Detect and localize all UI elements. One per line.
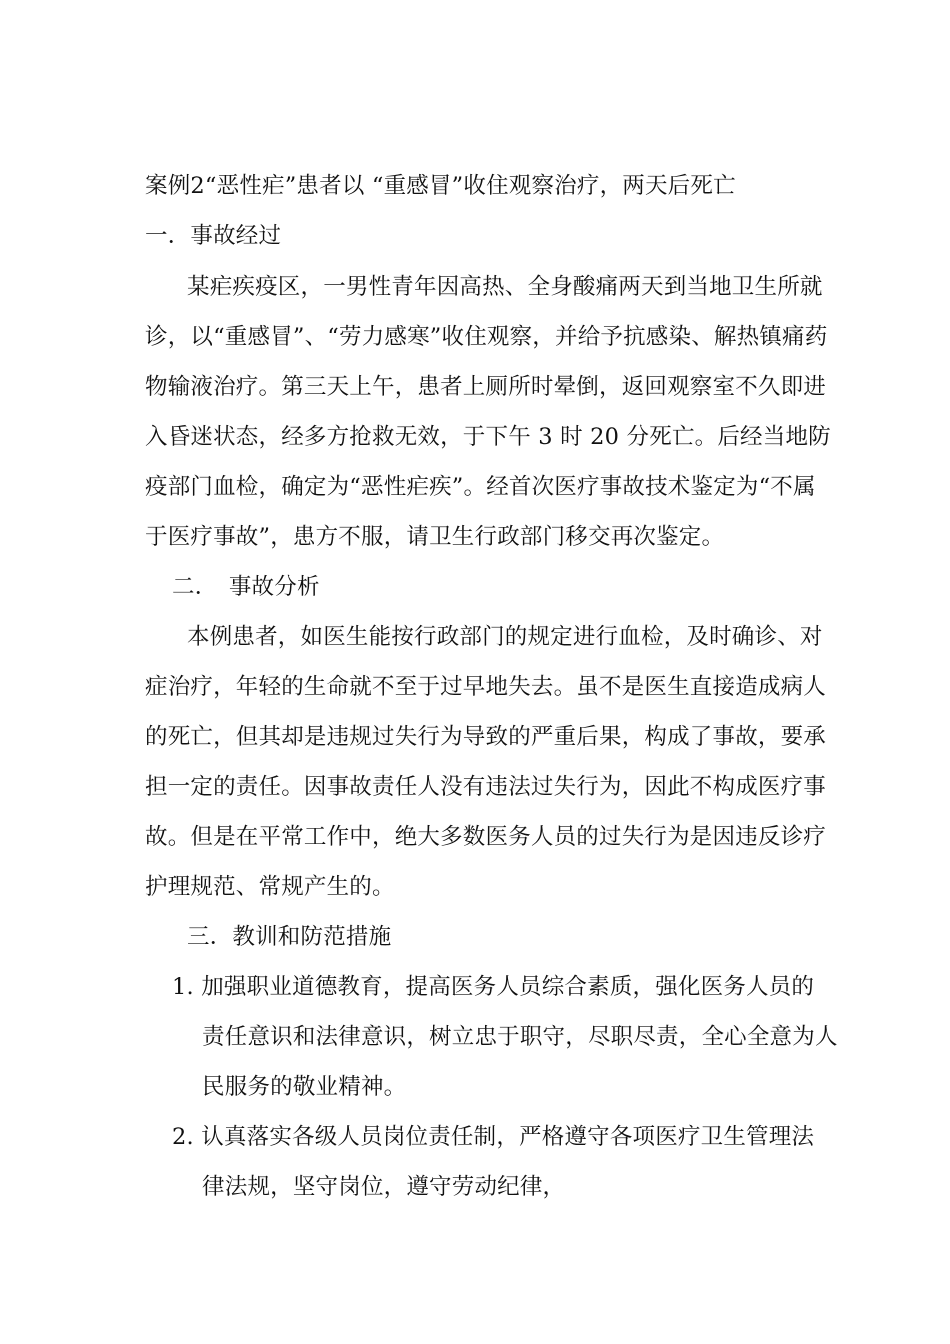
paragraph-line: 物输液治疗。第三天上午，患者上厕所时晕倒，返回观察室不久即进 — [145, 374, 827, 400]
list-item-line: 责任意识和法律意识，树立忠于职守，尽职尽责，全心全意为人 — [172, 1024, 838, 1050]
paragraph-line: 诊，以“重感冒”、“劳力感寒”收住观察，并给予抗感染、解热镇痛药 — [145, 324, 828, 350]
section-heading-lessons: 三．教训和防范措施 — [187, 924, 392, 950]
paragraph-line: 疫部门血检，确定为“恶性疟疾”。经首次医疗事故技术鉴定为“不属 — [145, 474, 816, 500]
list-item-line: 律法规，坚守岗位，遵守劳动纪律， — [172, 1174, 566, 1200]
paragraph-line: 症治疗，年轻的生命就不至于过早地失去。虽不是医生直接造成病人 — [145, 674, 827, 700]
list-item-line: 民服务的敬业精神。 — [172, 1074, 407, 1100]
paragraph-line: 于医疗事故”，患方不服，请卫生行政部门移交再次鉴定。 — [145, 524, 725, 550]
document-title: 案例2“恶性疟”患者以 “重感冒”收住观察治疗，两天后死亡 — [145, 173, 736, 199]
list-item-line: 1. 加强职业道德教育，提高医务人员综合素质，强化医务人员的 — [172, 974, 815, 1000]
section-heading-incident: 一．事故经过 — [145, 223, 282, 249]
paragraph-line: 入昏迷状态，经多方抢救无效，于下午 3 时 20 分死亡。后经当地防 — [145, 424, 831, 450]
paragraph-line: 护理规范、常规产生的。 — [145, 874, 395, 900]
paragraph-line: 担一定的责任。因事故责任人没有违法过失行为，因此不构成医疗事 — [145, 774, 827, 800]
paragraph-line: 故。但是在平常工作中，绝大多数医务人员的过失行为是因违反诊疗 — [145, 824, 827, 850]
list-item-line: 2. 认真落实各级人员岗位责任制，严格遵守各项医疗卫生管理法 — [172, 1124, 815, 1150]
section-heading-analysis: 二． 事故分析 — [172, 574, 320, 600]
paragraph-line: 某疟疾疫区，一男性青年因高热、全身酸痛两天到当地卫生所就 — [187, 274, 823, 300]
paragraph-line: 的死亡，但其却是违规过失行为导致的严重后果，构成了事故，要承 — [145, 724, 827, 750]
paragraph-line: 本例患者，如医生能按行政部门的规定进行血检，及时确诊、对 — [187, 624, 823, 650]
